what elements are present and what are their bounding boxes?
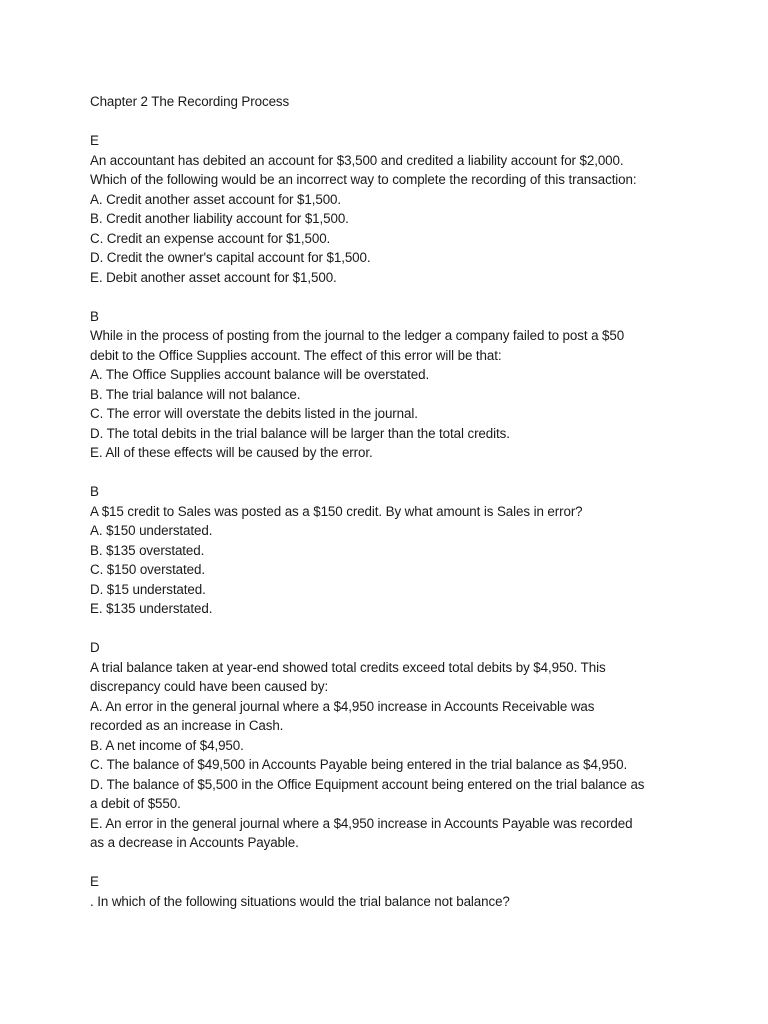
question-block (90, 638, 690, 853)
question-stem-line: . In which of the following situations would the trial balance not balance? (90, 893, 510, 909)
option-d: D. The balance of $5,500 in the Office Equipment account being entered on the trial balance as (90, 776, 645, 792)
answer-key: D (90, 640, 100, 655)
option-a: A. An error in the general journal where a $4,950 increase in Accounts Receivable was (90, 698, 595, 714)
option-a: A. The Office Supplies account balance will be overstated. (90, 367, 430, 382)
question-block (90, 307, 690, 463)
option-c: C. The balance of $49,500 in Accounts Payable being entered in the trial balance as $4,950. (90, 757, 628, 772)
option-c: C. $150 overstated. (90, 562, 205, 577)
question-stem-line: An accountant has debited an account for $3,500 and credited a liability account for $2,000. (90, 152, 624, 168)
question-stem-line: While in the process of posting from the journal to the ledger a company failed to post a $50 (90, 328, 625, 343)
answer-key: B (90, 308, 99, 324)
option-c: C. The error will overstate the debits listed in the journal. (90, 406, 418, 421)
question-block (90, 131, 690, 287)
option-d: D. $15 understated. (90, 581, 206, 597)
answer-key: E (90, 133, 99, 148)
document-title: Chapter 2 The Recording Process (90, 94, 290, 109)
option-b: B. The trial balance will not balance. (90, 386, 301, 402)
answer-key: E (90, 874, 99, 889)
option-b: B. Credit another liability account for $1,500. (90, 211, 349, 226)
question-stem-line: A $15 credit to Sales was posted as a $150 credit. By what amount is Sales in error? (90, 503, 583, 519)
question-stem-line: discrepancy could have been caused by: (90, 679, 329, 694)
option-e: E. An error in the general journal where a $4,950 increase in Accounts Payable was recorded (90, 815, 633, 831)
option-a-continued: recorded as an increase in Cash. (90, 718, 284, 733)
option-d-continued: a debit of $550. (90, 796, 181, 811)
option-e: E. $135 understated. (90, 601, 213, 616)
question-block (90, 872, 690, 911)
answer-key: B (90, 484, 99, 499)
option-d: D. The total debits in the trial balance will be larger than the total credits. (90, 425, 510, 441)
question-stem-line: A trial balance taken at year-end showed total credits exceed total debits by $4,950. This (90, 659, 606, 675)
option-e: E. Debit another asset account for $1,500. (90, 269, 337, 285)
option-b: B. $135 overstated. (90, 542, 205, 558)
option-a: A. $150 understated. (90, 523, 213, 538)
option-d: D. Credit the owner's capital account for $1,500. (90, 250, 371, 265)
question-stem-line: debit to the Office Supplies account. The effect of this error will be that: (90, 347, 502, 363)
option-e-continued: as a decrease in Accounts Payable. (90, 835, 299, 850)
option-b: B. A net income of $4,950. (90, 737, 244, 753)
question-stem-line: Which of the following would be an incorrect way to complete the recording of this transaction: (90, 172, 637, 187)
option-a: A. Credit another asset account for $1,500. (90, 191, 342, 207)
document-page (90, 92, 690, 931)
question-block (90, 482, 690, 619)
option-e: E. All of these effects will be caused by the error. (90, 445, 373, 460)
option-c: C. Credit an expense account for $1,500. (90, 230, 331, 246)
